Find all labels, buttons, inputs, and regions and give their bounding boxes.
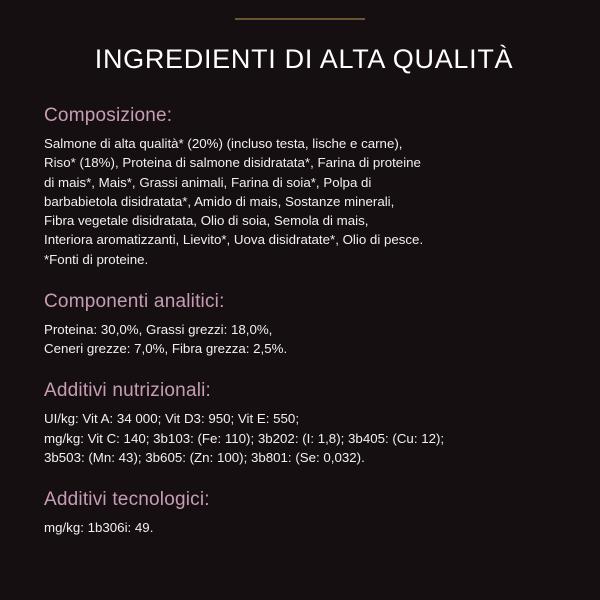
panel-content <box>44 44 570 559</box>
section-additivi-tecnologici <box>44 489 570 537</box>
text-line: UI/kg: Vit A: 34 000; Vit D3: 950; Vit E: 550; <box>44 411 300 427</box>
text-line: mg/kg: 1b306i: 49. <box>44 520 154 536</box>
section-componenti-analitici <box>44 291 570 359</box>
section-heading-componenti-analitici: Componenti analitici: <box>44 290 225 312</box>
section-heading-additivi-tecnologici: Additivi tecnologici: <box>44 489 210 511</box>
text-line: Proteina: 30,0%, Grassi grezzi: 18,0%, <box>44 321 273 337</box>
page-title: INGREDIENTI DI ALTA QUALITÀ <box>94 44 514 74</box>
text-line: *Fonti di proteine. <box>44 251 149 267</box>
text-line: Riso* (18%), Proteina di salmone disidratata*, Farina di proteine <box>44 155 421 171</box>
text-line: di mais*, Mais*, Grassi animali, Farina di soia*, Polpa di <box>44 174 372 190</box>
section-composizione <box>44 105 570 269</box>
text-line: Interiora aromatizzanti, Lievito*, Uova disidratate*, Olio di pesce. <box>44 232 424 248</box>
text-line: 3b503: (Mn: 43); 3b605: (Zn: 100); 3b801: (Se: 0,032). <box>44 449 365 465</box>
text-line: Ceneri grezze: 7,0%, Fibra grezza: 2,5%. <box>44 341 288 357</box>
text-line: barbabietola disidratata*, Amido di mais, Sostanze minerali, <box>44 193 395 209</box>
section-body-composizione <box>44 134 569 269</box>
text-line: mg/kg: Vit C: 140; 3b103: (Fe: 110); 3b202: (I: 1,8); 3b405: (Cu: 12); <box>44 430 445 446</box>
text-line: Salmone di alta qualità* (20%) (incluso testa, lische e carne), <box>44 136 403 151</box>
section-body-additivi-nutrizionali <box>44 409 569 467</box>
section-heading-composizione: Composizione: <box>44 105 173 126</box>
section-body-additivi-tecnologici <box>44 518 569 537</box>
section-additivi-nutrizionali <box>44 380 570 467</box>
section-heading-additivi-nutrizionali: Additivi nutrizionali: <box>44 380 212 402</box>
decorative-divider <box>235 18 365 20</box>
text-line: Fibra vegetale disidratata, Olio di soia, Semola di mais, <box>44 213 369 229</box>
section-body-componenti-analitici <box>44 320 569 359</box>
